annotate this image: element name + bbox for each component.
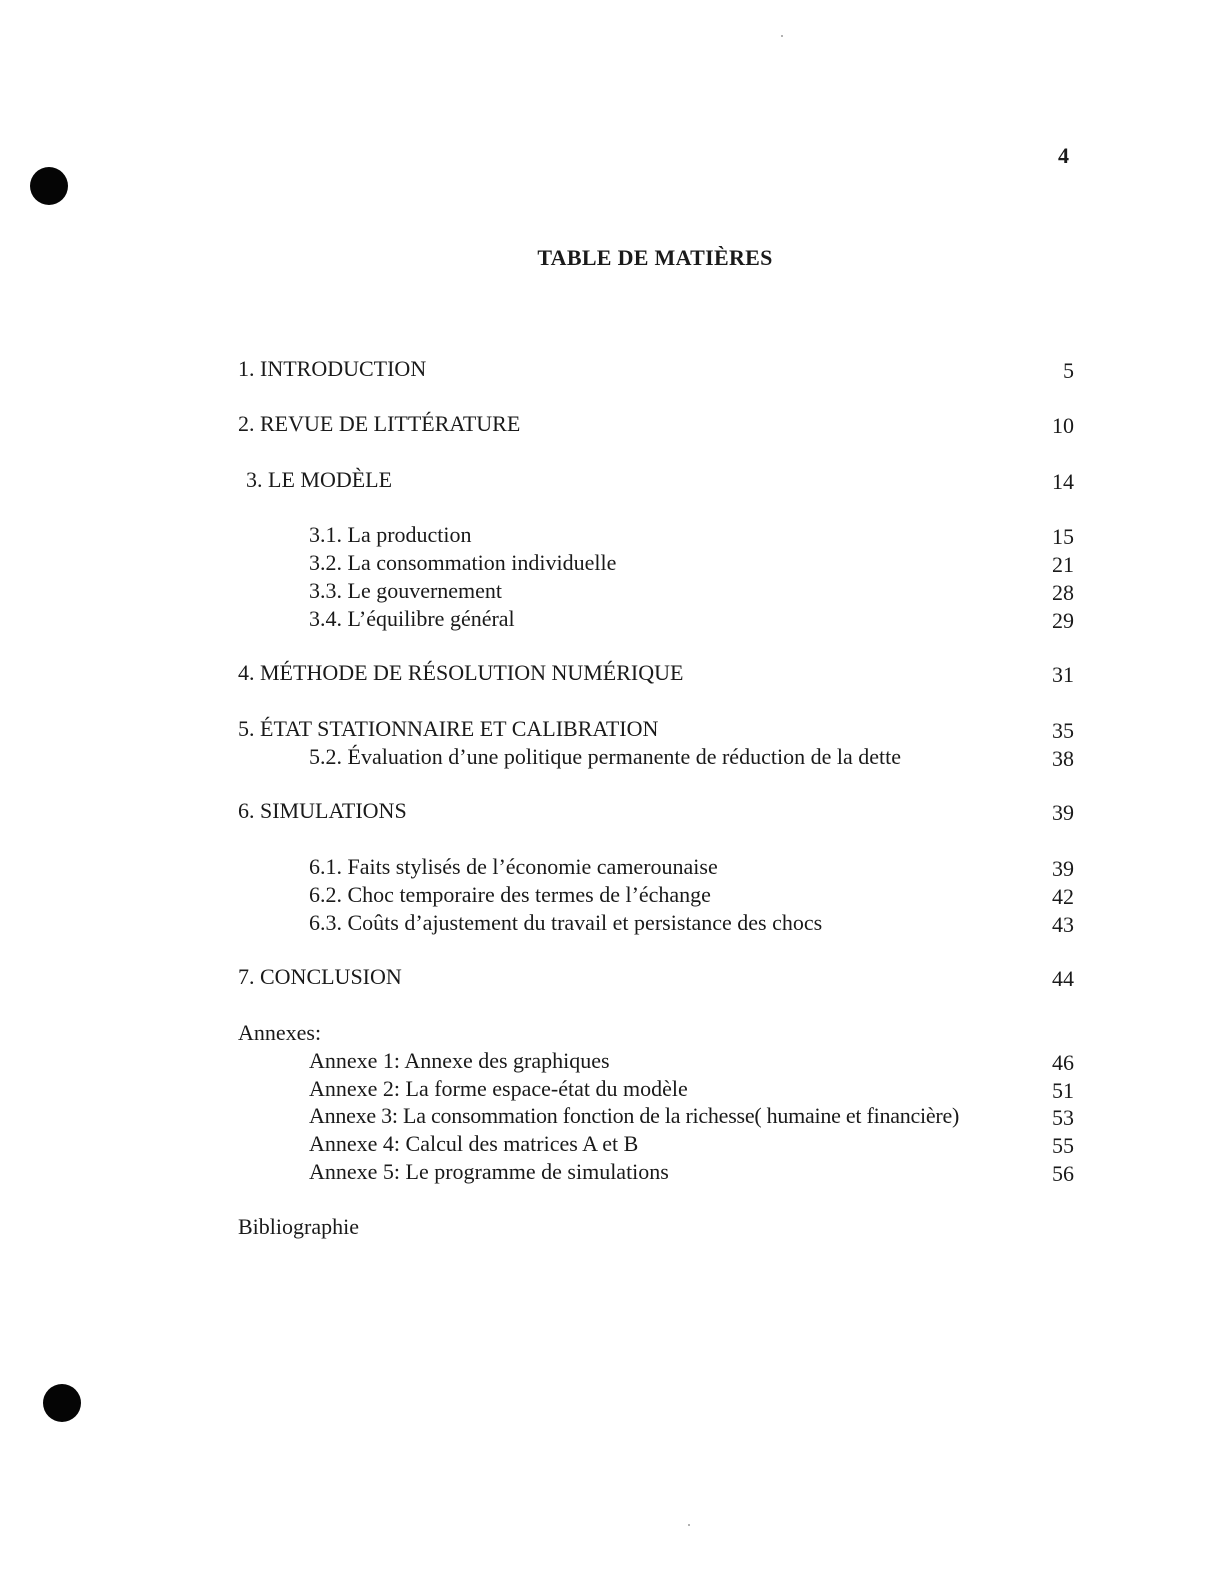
annex-page-1: 46: [1052, 1050, 1074, 1075]
toc-page-methode: 31: [1052, 662, 1074, 687]
toc-page-etat: 35: [1052, 718, 1074, 743]
toc-entry-6-1: 6.1. Faits stylisés de l’économie camerounaise: [309, 854, 718, 879]
toc-entry-3-4: 3.4. L’équilibre général: [309, 606, 515, 631]
page-number: 4: [1058, 143, 1069, 168]
toc-entry-modele: 3. LE MODÈLE: [246, 467, 393, 492]
toc-entry-conclusion: 7. CONCLUSION: [238, 964, 402, 989]
scan-speck: [781, 35, 783, 37]
annex-entry-2: Annexe 2: La forme espace-état du modèle: [309, 1076, 688, 1101]
toc-page-simulations: 39: [1052, 800, 1074, 825]
toc-entry-3-3: 3.3. Le gouvernement: [309, 578, 503, 603]
bibliography-entry: Bibliographie: [238, 1214, 359, 1239]
toc-entry-simulations: 6. SIMULATIONS: [238, 798, 407, 823]
toc-page-revue: 10: [1052, 413, 1074, 438]
toc-page-6-2: 42: [1052, 884, 1074, 909]
toc-entry-6-2: 6.2. Choc temporaire des termes de l’échange: [309, 882, 711, 907]
toc-page-5-2: 38: [1052, 746, 1074, 771]
toc-entry-3-2: 3.2. La consommation individuelle: [309, 550, 617, 575]
annex-page-5: 56: [1052, 1161, 1074, 1186]
toc-page-3-4: 29: [1052, 608, 1074, 633]
toc-page-conclusion: 44: [1052, 966, 1074, 991]
page-title: TABLE DE MATIÈRES: [537, 245, 773, 270]
toc-page-6-1: 39: [1052, 856, 1074, 881]
toc-page-3-2: 21: [1052, 552, 1074, 577]
toc-page-3-3: 28: [1052, 580, 1074, 605]
toc-entry-introduction: 1. INTRODUCTION: [238, 356, 427, 381]
annex-page-3: 53: [1052, 1105, 1074, 1130]
annexes-heading: Annexes:: [238, 1020, 322, 1045]
annex-page-2: 51: [1052, 1078, 1074, 1103]
toc-entry-methode: 4. MÉTHODE DE RÉSOLUTION NUMÉRIQUE: [238, 660, 684, 685]
binder-hole-bottom: [43, 1384, 81, 1422]
scan-speck: [688, 1524, 690, 1526]
toc-entry-revue: 2. REVUE DE LITTÉRATURE: [238, 411, 521, 436]
binder-hole-top: [30, 167, 68, 205]
toc-page-6-3: 43: [1052, 912, 1074, 937]
toc-entry-5-2: 5.2. Évaluation d’une politique permanente de réduction de la dette: [309, 744, 901, 769]
annex-entry-5: Annexe 5: Le programme de simulations: [309, 1159, 669, 1184]
annex-entry-1: Annexe 1: Annexe des graphiques: [309, 1048, 610, 1073]
toc-page-modele: 14: [1052, 469, 1074, 494]
toc-page-3-1: 15: [1052, 524, 1074, 549]
annex-entry-4: Annexe 4: Calcul des matrices A et B: [309, 1131, 639, 1156]
annex-page-4: 55: [1052, 1133, 1074, 1158]
toc-entry-etat: 5. ÉTAT STATIONNAIRE ET CALIBRATION: [238, 716, 659, 741]
annex-entry-3: Annexe 3: La consommation fonction de la richesse( humaine et financière): [309, 1103, 960, 1128]
toc-page-introduction: 5: [1063, 358, 1074, 383]
toc-entry-6-3: 6.3. Coûts d’ajustement du travail et persistance des chocs: [309, 910, 823, 935]
toc-entry-3-1: 3.1. La production: [309, 522, 472, 547]
